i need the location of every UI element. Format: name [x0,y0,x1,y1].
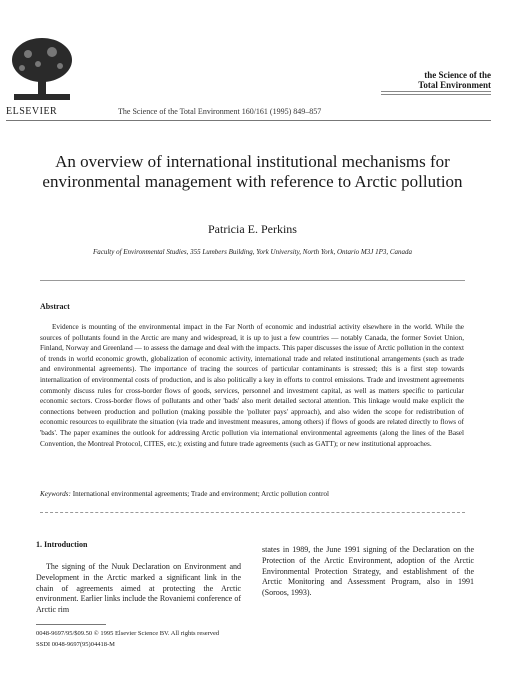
footer-rule [36,624,106,625]
keywords-list: International environmental agreements; Trade and environment; Arctic pollution control [72,490,329,498]
elsevier-tree-logo-icon [8,34,76,104]
abstract-rule [40,280,465,281]
journal-citation: The Science of the Total Environment 160/161 (1995) 849–857 [118,107,322,116]
body-left-column: The signing of the Nuuk Declaration on Environment and Development in the Arctic marked a significant link in the chain of agreements aimed at protecting the Arctic environment. Earlier links include the Rovaniemi conference of Arctic rim [36,562,241,615]
header-rule [6,120,491,121]
body-right-column: states in 1989, the June 1991 signing of the Declaration on the Protection of the Arctic Environment, adoption of the Arctic Environmental Protection Strategy, and establishment of the Arctic Monitoring and Assessment Program, also in 1991 (Soroos, 1993). [262,545,474,598]
article-title: An overview of international institutional mechanisms for environmental management with reference to Arctic pollution [42,152,463,191]
abstract-text: Evidence is mounting of the environmental impact in the Far North of economic and industrial activity elsewhere in the world. While the sources of pollutants found in the Arctic are many and widespread, it is up to just a few countries — notably Canada, the former Soviet Union, Finland, Norway and Greenland — to assess the damage and deal with the impacts. This paper discusses the issue of Arctic pollution in the context of trends in world economic growth, globalization of economic activity, international trade and related institutional arrangements (such as trade and environmental agreements). The importance of tracing the sources of particular contaminants is stressed; this is a first step towards internalization of environmental costs of production, and is also politically a key in efforts to control emissions. Trade and investment agreements commonly discuss rules for cross-border flows of goods, services, personnel and investment capital, as well as matters specific to particular economic sectors. Cross-border flows of pollutants and other 'bads' also merit detailed sectoral attention. This linkage would make explicit the connections between production and pollution (making possible the 'polluter pays' approach), and also widen the scope for redistribution of economic resources to equilibrate the situation (via trade and investment measures, among others) if flows of goods are related directly to flows of 'bads'. The paper examines the outlook for addressing Arctic pollution via international environmental agreements (along the lines of the Basel Convention, the Montreal Protocol, CITES, etc.); existing and future trade agreements (such as GATT); or new institutional approaches. [40,323,464,448]
keywords [40,490,464,498]
author-affiliation: Faculty of Environmental Studies, 355 Lumbers Building, York University, North York, Ontario M3J 1P3, Canada [92,248,413,256]
publisher-name: ELSEVIER [6,106,58,117]
journal-logo [418,70,491,90]
copyright-line: 0048-9697/95/$09.50 © 1995 Elsevier Science BV. All rights reserved [36,630,220,637]
journal-title-line1: the Science of the [424,70,491,80]
keywords-label: Keywords: [40,490,71,498]
section-heading: 1. Introduction [36,540,88,549]
journal-title-line2: Total Environment [418,80,491,90]
journal-logo-subtext [381,91,491,101]
keywords-rule [40,512,465,513]
author-name: Patricia E. Perkins [208,222,297,236]
ssdi-line: SSDI 0048-9697(95)04418-M [36,641,115,648]
abstract-heading: Abstract [40,302,70,311]
